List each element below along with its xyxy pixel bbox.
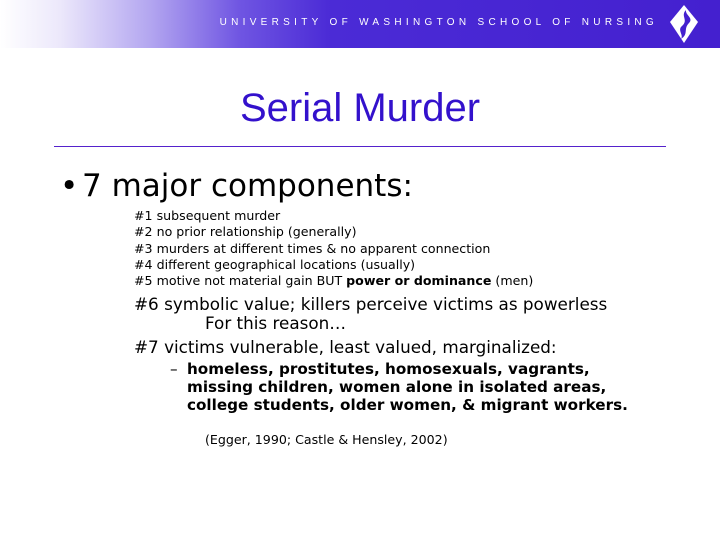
list-item: #1 subsequent murder <box>134 208 281 223</box>
slide-title: Serial Murder <box>239 86 481 130</box>
sub-line: homeless, prostitutes, homosexuals, vagrants, <box>187 360 590 378</box>
list-item-6-continuation: For this reason… <box>205 313 347 333</box>
sub-line: college students, older women, & migrant workers. <box>187 396 628 414</box>
main-bullet-text: 7 major components: <box>82 168 413 204</box>
header-banner <box>0 0 720 48</box>
citation: (Egger, 1990; Castle & Hensley, 2002) <box>205 432 448 447</box>
list-item-7: #7 victims vulnerable, least valued, marginalized: <box>134 337 557 357</box>
list-item: #3 murders at different times & no apparent connection <box>134 240 491 256</box>
list-item-6: #6 symbolic value; killers perceive victims as powerless <box>134 294 608 314</box>
list-item: #5 motive not material gain BUT power or dominance (men) <box>134 273 534 289</box>
sub-line: missing children, women alone in isolated areas, <box>187 378 607 396</box>
bullet-dot-icon: • <box>60 168 79 204</box>
sub-bullet-dash: – <box>170 360 178 378</box>
flame-logo-icon <box>662 2 706 46</box>
list-item: #2 no prior relationship (generally) <box>134 224 357 240</box>
list-item: #4 different geographical locations (usually) <box>134 256 416 272</box>
emphasis-text: power or dominance <box>346 273 492 289</box>
banner-text: UNIVERSITY OF WASHINGTON SCHOOL OF NURSING <box>219 17 658 28</box>
main-bullet <box>60 168 413 204</box>
component-list <box>134 208 533 289</box>
title-divider <box>54 146 666 147</box>
